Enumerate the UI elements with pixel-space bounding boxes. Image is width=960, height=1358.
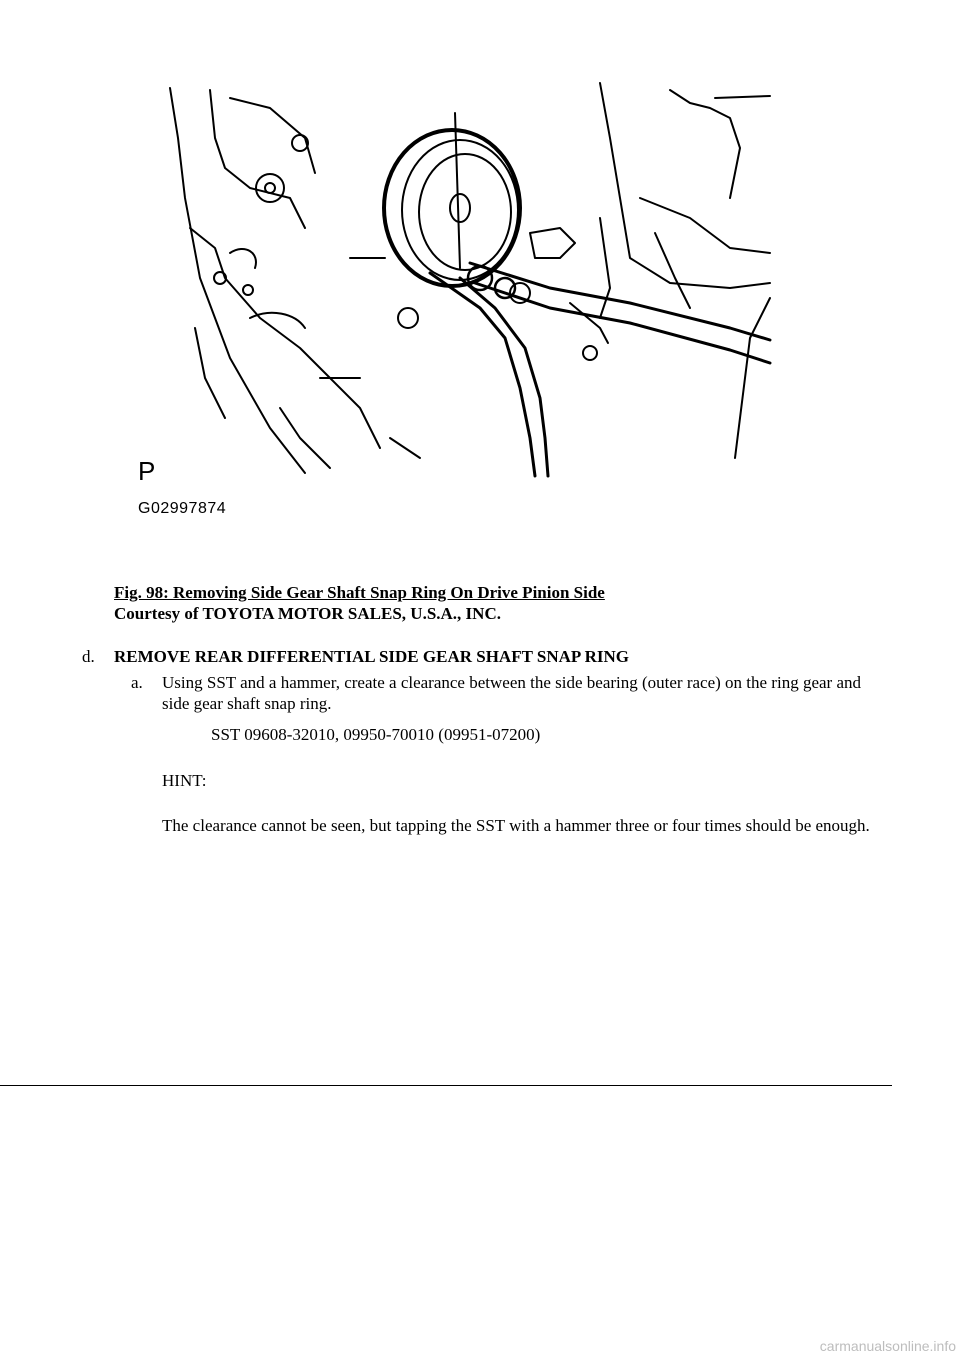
step-letter: d. xyxy=(82,647,95,666)
sst-numbers: SST 09608-32010, 09950-70010 (09951-07200) xyxy=(211,725,541,744)
hint-label: HINT: xyxy=(162,771,207,790)
figure-view-letter: P xyxy=(138,456,156,486)
sub-step-letter: a. xyxy=(131,673,143,692)
page-divider xyxy=(0,1085,892,1086)
snap-ring-removal-drawing xyxy=(130,78,780,478)
figure-code: G02997874 xyxy=(138,500,227,517)
figure-caption xyxy=(114,582,605,624)
sub-step-text: Using SST and a hammer, create a clearance between the side bearing (outer race) on the ring gear and side gear shaft snap ring. xyxy=(162,673,861,713)
watermark: carmanualsonline.info xyxy=(819,1338,956,1354)
hint-text: The clearance cannot be seen, but tapping the SST with a hammer three or four times should be enough. xyxy=(162,816,870,835)
figure-courtesy: Courtesy of TOYOTA MOTOR SALES, U.S.A., INC. xyxy=(114,604,501,623)
figure-illustration xyxy=(130,78,780,528)
step-heading: REMOVE REAR DIFFERENTIAL SIDE GEAR SHAFT SNAP RING xyxy=(114,647,629,666)
figure-title: Fig. 98: Removing Side Gear Shaft Snap Ring On Drive Pinion Side xyxy=(114,583,605,602)
